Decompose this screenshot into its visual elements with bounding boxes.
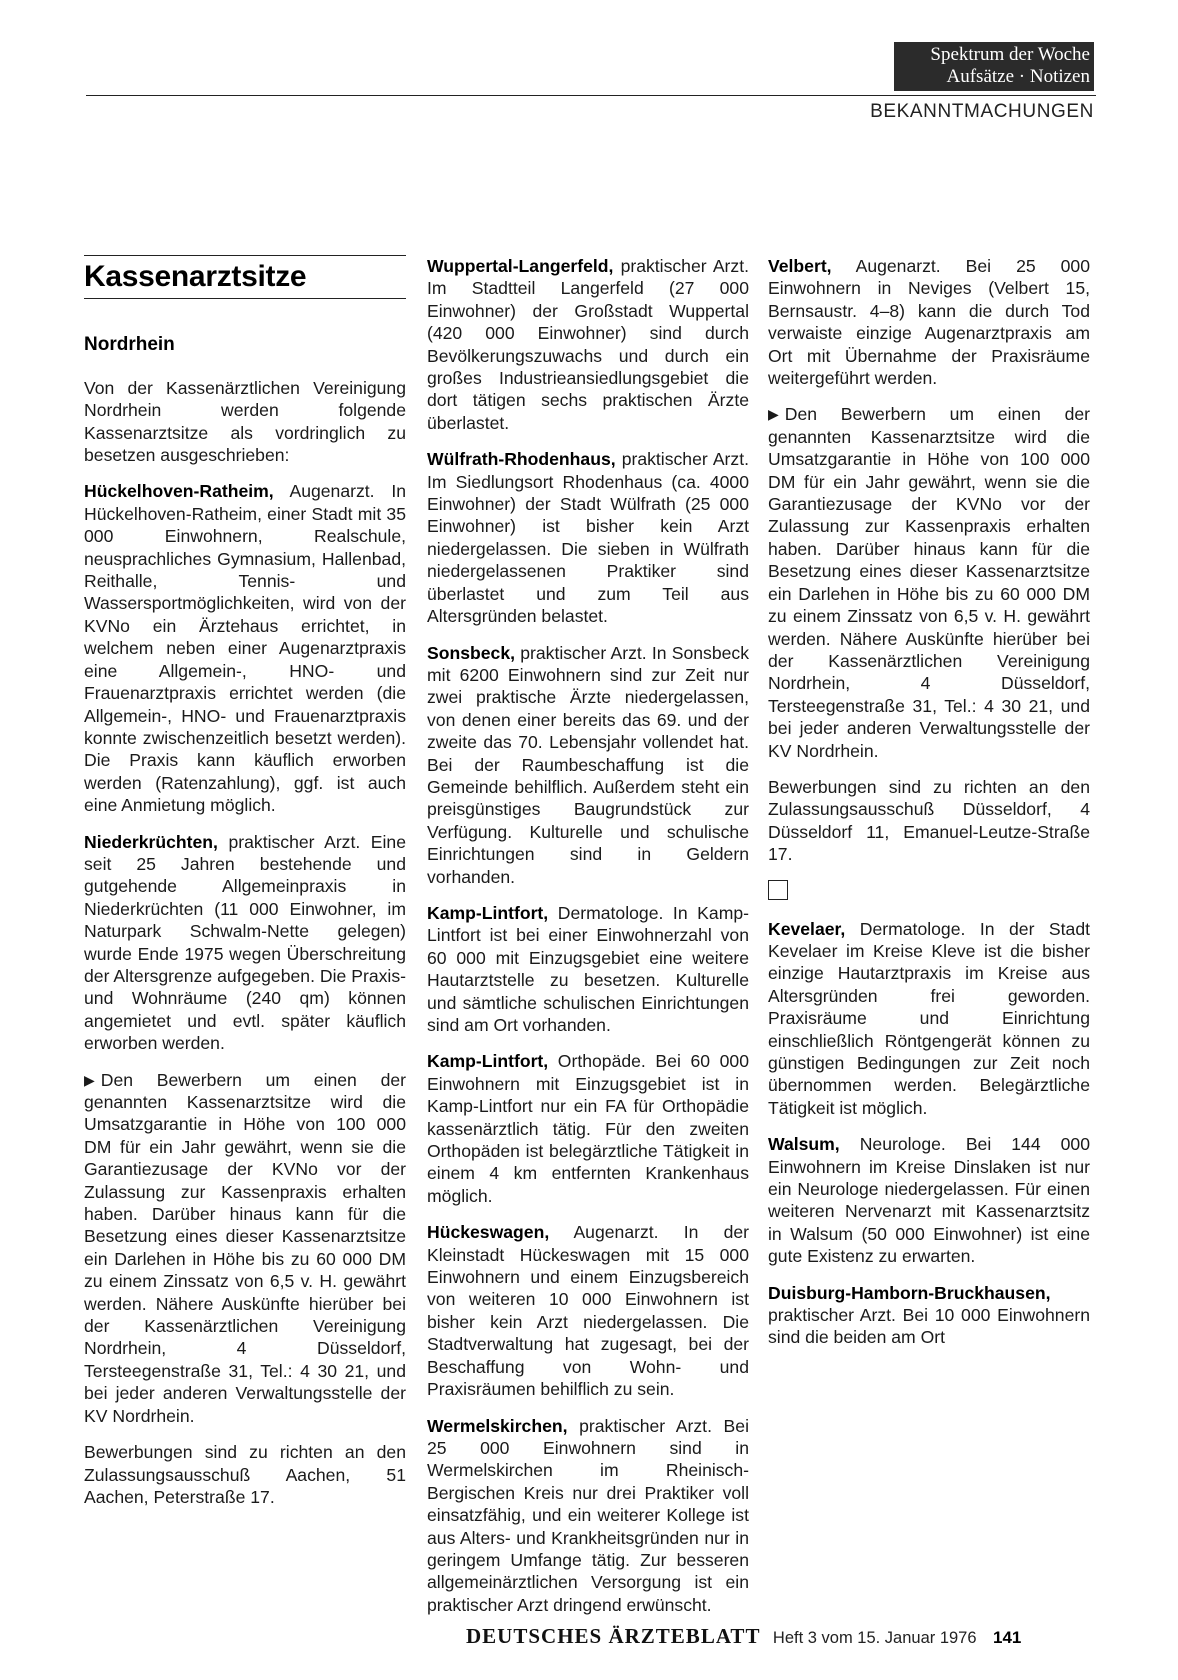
entry-place: Wülfrath-Rhodenhaus,	[427, 449, 616, 470]
entry	[768, 255, 1090, 389]
entry-place: Hückelhoven-Ratheim,	[84, 481, 274, 502]
entry-text: Orthopäde. Bei 60 000 Einwohnern mit Einzugsgebiet ist in Kamp-Lintfort nur ein FA für Orthopädie kassenärztlich tätig. Für den zweiten Orthopäden ist belegärztliche Tätigkeit in einem 4 km entfernten Krankenhaus möglich.	[427, 1051, 749, 1206]
entry-place: Wuppertal-Langerfeld,	[427, 256, 614, 276]
entry	[768, 1282, 1090, 1349]
separator-box-icon	[768, 880, 788, 900]
entry-text: Dermatologe. In der Stadt Kevelaer im Kreise Kleve ist die bisher einzige Hautarztpraxis im Kreise aus Altersgründen frei geworden. Praxisräume und Einrichtung einschließlich Röntgengerät können zu günstigen Bedingungen zur Zeit noch übernommen werden. Belegärztliche Tätigkeit ist möglich.	[768, 918, 1090, 1118]
entry	[427, 902, 749, 1036]
triangle-arrow-icon: ▶	[84, 1071, 95, 1088]
entry	[427, 1221, 749, 1400]
entry-place: Sonsbeck,	[427, 642, 516, 663]
guarantee-paragraph	[768, 403, 1090, 762]
guarantee-paragraph	[84, 1069, 406, 1428]
page-number: 141	[992, 1628, 1022, 1647]
entry-place: Duisburg-Hamborn-Bruckhausen,	[768, 1282, 1051, 1303]
entry-text: praktischer Arzt. In Sonsbeck mit 6200 Einwohnern sind zur Zeit nur zwei praktische Ärzte niedergelassen, von denen einer bereits das 69. und der zweite das 70. Lebensjahr vollendet hat. Bei der Raumbeschaffung ist die Gemeinde behilflich. Außerdem steht ein preisgünstiges Baugrundstück zur Verfügung. Kulturelle und schulische Einrichtungen sind in Geldern vorhanden.	[427, 642, 749, 887]
section-tag-line2: Aufsätze · Notizen	[946, 66, 1090, 87]
entry-place: Walsum,	[768, 1134, 840, 1155]
issue-info: Heft 3 vom 15. Januar 1976	[772, 1629, 977, 1647]
entry-text: Dermatologe. In Kamp-Lintfort ist bei einer Einwohnerzahl von 60 000 mit Einzugsgebiet eine weitere Hautarztstelle zu besetzen. Kulturelle und sämtliche schulischen Einrichtungen sind am Ort vorhanden.	[427, 902, 749, 1035]
entry-text: Augenarzt. In der Kleinstadt Hückeswagen mit 15 000 Einwohnern und einem Einzugsbereich von weiteren 10 000 Einwohnern ist bisher kein Arzt niedergelassen. Die Stadtverwaltung hat zugesagt, bei der Beschaffung von Wohn- und Praxisräumen behilflich zu sein.	[427, 1222, 749, 1400]
entry	[84, 480, 406, 816]
region-heading: Nordrhein	[84, 334, 175, 356]
entry-place: Kevelaer,	[768, 918, 846, 939]
entry	[427, 448, 749, 627]
column-2	[427, 255, 749, 1630]
entry	[427, 1415, 749, 1617]
header-rule	[86, 95, 1096, 96]
entry	[427, 255, 749, 434]
page-footer	[466, 1624, 1021, 1649]
entry-text: Augenarzt. Bei 25 000 Einwohnern in Neviges (Velbert 15, Bernsaustr. 4–8) kann die durch Tod verwaiste einzige Augenarztpraxis am Ort mit Übernahme der Praxisräume weitergeführt werden.	[768, 256, 1090, 389]
article-title: Kassenarztsitze	[84, 260, 307, 293]
entry-text: praktischer Arzt. Bei 25 000 Einwohnern sind in Wermelskirchen im Rheinisch-Bergischen Kreis nur drei Praktiker voll einsatzfähig, und ein weiterer Kollege ist aus Alters- und Krankheitsgründen nur in geringem Umfange tätig. Zur besseren allgemeinärztlichen Versorgung ist ein praktischer Arzt dringend erwünscht.	[427, 1415, 749, 1615]
entry-place: Velbert,	[768, 256, 832, 276]
column-3	[768, 255, 1090, 1363]
entry-text: praktischer Arzt. Im Stadtteil Langerfeld (27 000 Einwohner) der Großstadt Wuppertal (420 000 Einwohner) sind durch Bevölkerungszuwachs und durch ein großes Industrieansiedlungsgebiet die dort tätigen sechs praktischen Ärzte überlastet.	[427, 256, 749, 433]
title-rule-top	[84, 255, 406, 256]
section-tag-line1: Spektrum der Woche	[930, 44, 1090, 65]
entry	[768, 1133, 1090, 1267]
entry-text: Den Bewerbern um einen der genannten Kassenarztsitze wird die Umsatzgarantie in Höhe von 100 000 DM für ein Jahr gewährt, wenn sie die Garantiezusage der KVNo vor der Zulassung zur Kassenpraxis erhalten haben. Darüber hinaus kann für die Besetzung eines dieser Kassenarztsitze ein Darlehen in Höhe bis zu 60 000 DM zu einem Zinssatz von 6,5 v. H. gewährt werden. Nähere Auskünfte hierüber bei der Kassenärztlichen Vereinigung Nordrhein, 4 Düsseldorf, Tersteegenstraße 31, Tel.: 4 30 21, und bei jeder anderen Verwaltungsstelle der KV Nordrhein.	[84, 1069, 406, 1426]
entry-text: praktischer Arzt. Im Siedlungsort Rhodenhaus (ca. 4000 Einwohner) der Stadt Wülfrath (25 000 Einwohner) ist bisher kein Arzt niedergelassen. Die sieben in Wülfrath niedergelassenen Praktiker sind überlastet und zum Teil aus Altersgründen belastet.	[427, 449, 749, 627]
column-1	[84, 255, 406, 1522]
application-paragraph: Bewerbungen sind zu richten an den Zulassungsausschuß Aachen, 51 Aachen, Peterstraße 17.	[84, 1442, 406, 1507]
entry-text: Neurologe. Bei 144 000 Einwohnern im Kreise Dinslaken ist nur ein Neurologe niedergelassen. Für einen weiteren Nervenarzt mit Kassenarztsitz in Walsum (50 000 Einwohner) ist eine gute Existenz zu erwarten.	[768, 1134, 1090, 1267]
entry	[427, 1050, 749, 1207]
entry	[427, 642, 749, 888]
entry-place: Kamp-Lintfort,	[427, 1051, 549, 1072]
entry	[768, 918, 1090, 1120]
entry-place: Niederkrüchten,	[84, 831, 218, 852]
triangle-arrow-icon: ▶	[768, 406, 779, 423]
application-paragraph: Bewerbungen sind zu richten an den Zulassungsausschuß Düsseldorf, 4 Düsseldorf 11, Emanuel-Leutze-Straße 17.	[768, 776, 1090, 865]
entry-text: praktischer Arzt. Eine seit 25 Jahren bestehende und gutgehende Allgemeinpraxis in Niederkrüchten (11 000 Einwohner, im Naturpark Schwalm-Nette gelegen) wurde Ende 1975 wegen Überschreitung der Altersgrenze aufgegeben. Die Praxis- und Wohnräume (240 qm) können angemietet und evtl. später käuflich erworben werden.	[84, 831, 406, 1054]
section-title: BEKANNTMACHUNGEN	[870, 101, 1094, 122]
journal-name: DEUTSCHES ÄRZTEBLATT	[466, 1624, 761, 1648]
intro-paragraph: Von der Kassenärztlichen Vereinigung Nordrhein werden folgende Kassenarztsitze als vordringlich zu besetzen ausgeschrieben:	[84, 377, 406, 466]
entry-place: Kamp-Lintfort,	[427, 902, 549, 923]
entry-place: Wermelskirchen,	[427, 1415, 568, 1436]
section-tag	[894, 42, 1094, 91]
entry-text: praktischer Arzt. Bei 10 000 Einwohnern sind die beiden am Ort	[768, 1305, 1090, 1348]
entry-text: Augenarzt. In Hückelhoven-Ratheim, einer Stadt mit 35 000 Einwohnern, Realschule, neusprachliches Gymnasium, Hallenbad, Reithalle, Tennis- und Wassersportmöglichkeiten, wird von der KVNo ein Ärztehaus errichtet, in welchem neben einer Augenarztpraxis eine Allgemein-, HNO- und Frauenarztpraxis errichtet werden (die Allgemein-, HNO- und Frauenarztpraxis konnte zwischenzeitlich besetzt werden). Die Praxis kann käuflich erworben werden (Ratenzahlung), ggf. ist auch eine Anmietung möglich.	[84, 481, 406, 816]
entry-place: Hückeswagen,	[427, 1222, 550, 1243]
entry-text: Den Bewerbern um einen der genannten Kassenarztsitze wird die Umsatzgarantie in Höhe von 100 000 DM für ein Jahr gewährt, wenn sie die Garantiezusage der KVNo vor der Zulassung zur Kassenpraxis erhalten haben. Darüber hinaus kann für die Besetzung eines dieser Kassenarztsitze ein Darlehen in Höhe bis zu 60 000 DM zu einem Zinssatz von 6,5 v. H. gewährt werden. Nähere Auskünfte hierüber bei der Kassenärztlichen Vereinigung Nordrhein, 4 Düsseldorf, Tersteegenstraße 31, Tel.: 4 30 21, und bei jeder anderen Verwaltungsstelle der KV Nordrhein.	[768, 404, 1090, 761]
entry	[84, 831, 406, 1055]
title-rule-bottom	[84, 298, 406, 299]
